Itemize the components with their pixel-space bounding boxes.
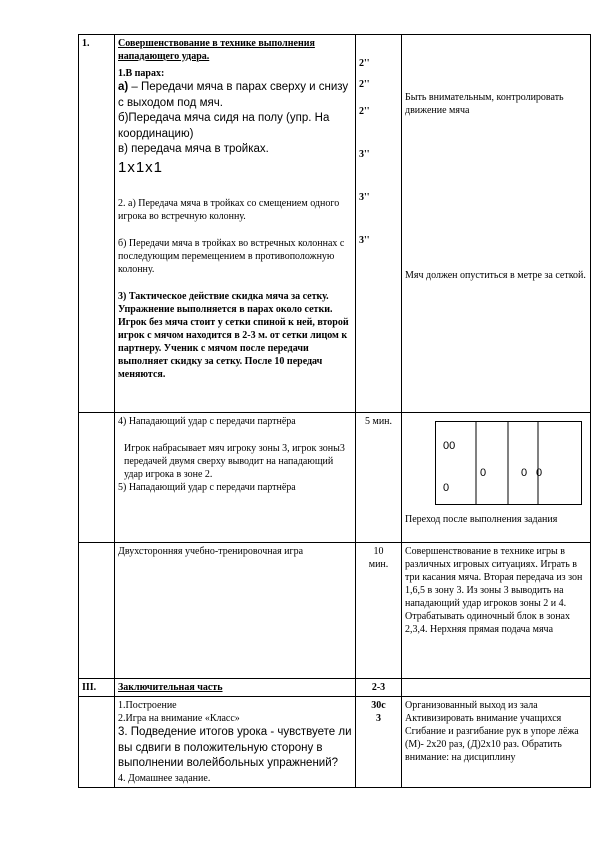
content-cell: [115, 413, 356, 543]
exercise-3-title: 3) Тактическое действие скидка мяча за сетку.: [118, 291, 329, 303]
exercise-2a: 2. а) Передача мяча в тройках со смещением одного игрока во встречную колонну.: [118, 198, 340, 223]
time-value: 2-3: [371, 682, 386, 693]
formation-text: 1x1x1: [118, 158, 164, 176]
note-text: Организованный выход из зала Активизировать внимание учащихся Сгибание и разгибание рук в упоре лёжа (М)- 2х20 раз, (Д)2х10 раз. Обратить внимание: на дисциплину: [405, 700, 579, 763]
time-value: 2'': [359, 58, 370, 69]
row-number-cell: [79, 679, 115, 697]
table-row: [79, 413, 591, 543]
time-value: 30с: [371, 700, 386, 711]
exercise-a-text: – Передачи мяча в парах сверху и снизу с выходом под мяч.: [118, 81, 349, 109]
row-number: 1.: [82, 38, 90, 49]
row-number-cell: [79, 35, 115, 413]
table-row: [79, 679, 591, 697]
notes-cell: [402, 543, 591, 679]
time-value: 3'': [359, 149, 370, 160]
court-diagram: [435, 421, 583, 505]
time-cell: [356, 35, 402, 413]
notes-cell: [402, 35, 591, 413]
table-row: [79, 543, 591, 679]
closing-item-1: 1.Построение: [118, 700, 177, 711]
content-cell: [115, 35, 356, 413]
section-title: Заключительная часть: [118, 682, 223, 693]
content-cell: [115, 543, 356, 679]
player-marker: 0: [536, 467, 543, 479]
player-marker: 0: [521, 467, 528, 479]
time-value: 3: [376, 713, 381, 724]
exercise-a: [118, 80, 352, 111]
time-cell: [356, 679, 402, 697]
lesson-plan-table: [78, 34, 591, 788]
exercise-4: 4) Нападающий удар с передачи партнёра: [118, 416, 296, 427]
time-value: 3'': [359, 192, 370, 203]
player-marker: 0: [443, 482, 450, 494]
activity-text: Двухсторонняя учебно-тренировочная игра: [118, 546, 304, 557]
table-row: [79, 697, 591, 788]
notes-cell: [402, 679, 591, 697]
diagram-cell: [402, 413, 591, 543]
player-marker: 0: [480, 467, 487, 479]
row-number-cell: [79, 543, 115, 679]
note-text: Совершенствование в технике игры в различных игровых ситуациях. Играть в три касания мяча. Вторая передача из зон 1,6,5 в зону 3. Из зоны 3 выводить на нападающий удар игроков зоны 2 и 4. Отрабатывать одиночный блок в зонах 2,3,4. Нерхняя прямая подача мяча: [405, 546, 583, 635]
time-unit: мин.: [368, 559, 389, 570]
exercise-v: в) передача мяча в тройках.: [118, 143, 269, 156]
exercise-5: 5) Нападающий удар с передачи партнёра: [118, 482, 296, 493]
exercise-3-description: Упражнение выполняется в парах около сетки. Игрок без мяча стоит у сетки спиной к ней, второй игрок с мячом находится в 2-3 м. от сетки лицом к партнеру. Ученик с мячом после передачи выполняет скидку за сетку. После 10 передач меняются.: [118, 304, 349, 381]
notes-cell: [402, 697, 591, 788]
closing-item-3: 3. Подведение итогов урока - чувствуете ли вы сдвиги в положительную сторону в выполнении волейбольных упражнений?: [118, 726, 352, 770]
closing-item-2: 2.Игра на внимание «Класс»: [118, 713, 240, 724]
note-text: Мяч должен опуститься в метре за сеткой.: [405, 270, 586, 281]
note-text: Быть внимательным, контролировать движение мяча: [405, 92, 564, 116]
content-cell: [115, 697, 356, 788]
closing-item-4: 4. Домашнее задание.: [118, 772, 211, 784]
content-cell: [115, 679, 356, 697]
row-number-cell: [79, 697, 115, 788]
pairs-heading: 1.В парах:: [118, 68, 165, 79]
player-marker: 00: [443, 440, 456, 452]
time-cell: [356, 413, 402, 543]
exercise-2b: б) Передачи мяча в тройках во встречных колоннах с последующим перемещением в противоположную колонну.: [118, 238, 345, 276]
exercise-4-description: Игрок набрасывает мяч игроку зоны 3, игрок зоны3 передачей двумя сверху выводит на нападающий удар игрока в зоне 2.: [124, 443, 345, 480]
time-value: 2'': [359, 79, 370, 90]
time-value: 2'': [359, 106, 370, 117]
time-value: 10: [373, 546, 384, 557]
section-number: III.: [82, 682, 97, 693]
exercise-b: б)Передача мяча сидя на полу (упр. На координацию): [118, 112, 330, 140]
time-value: 3'': [359, 235, 370, 246]
exercise-a-prefix: а): [118, 81, 132, 93]
row-number-cell: [79, 413, 115, 543]
table-row: [79, 35, 591, 413]
section-title: Совершенствование в технике выполнения нападающего удара.: [118, 38, 315, 62]
time-cell: [356, 543, 402, 679]
note-text: Переход после выполнения задания: [405, 514, 558, 525]
time-value: 5 мин.: [364, 416, 393, 427]
time-cell: [356, 697, 402, 788]
